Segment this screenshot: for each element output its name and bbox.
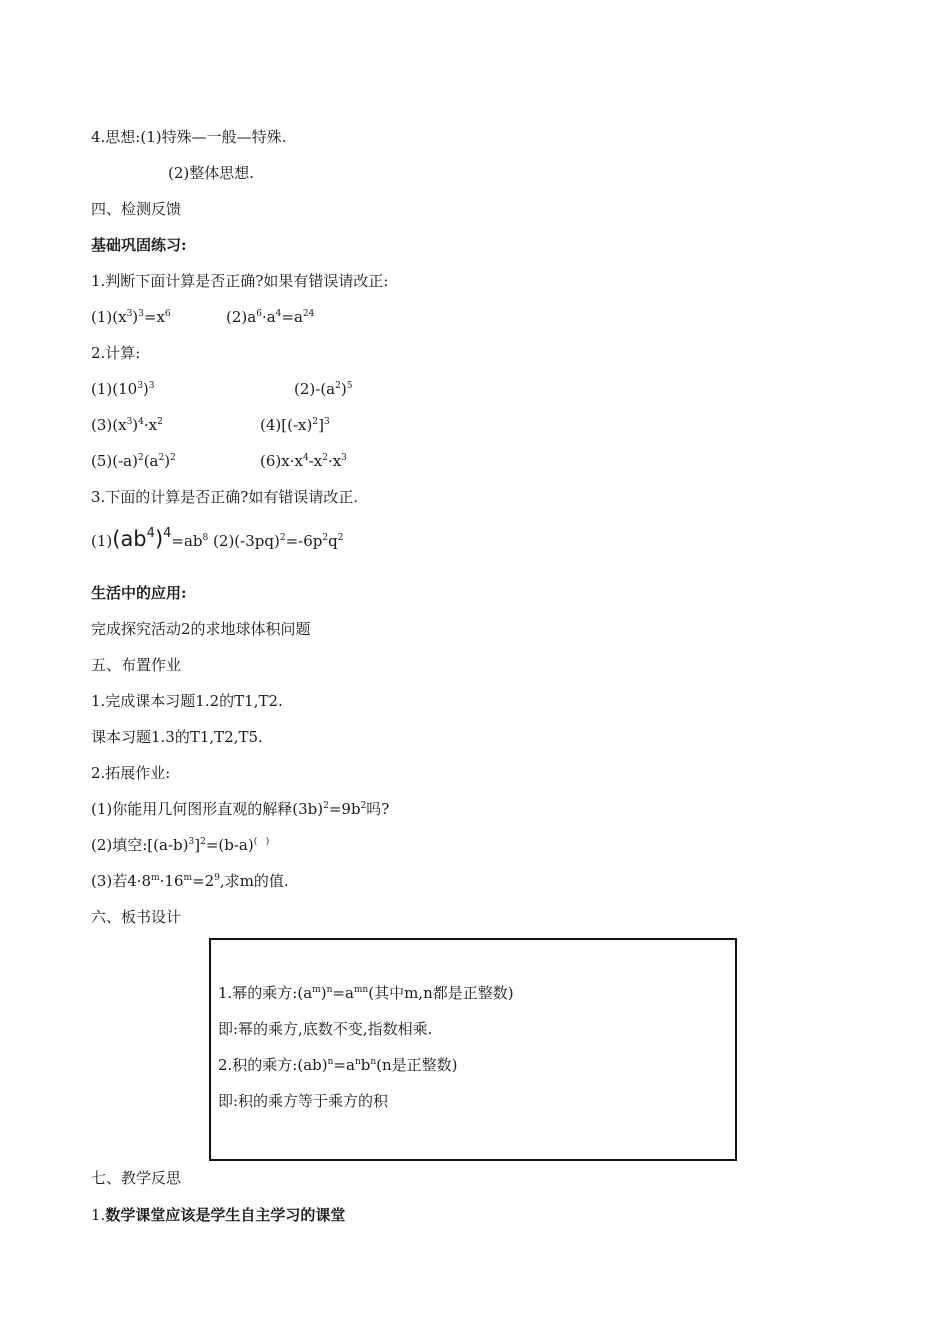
question-2: 2.计算:: [91, 344, 141, 362]
section-7-heading: 七、教学反思: [91, 1169, 182, 1187]
board-line-3: 2.积的乘方$:(ab)^n=a^nb^n(n$是正整数): [218, 1056, 458, 1074]
thought-line-1: 4.思想:(1)特殊—一般—特殊.: [91, 128, 287, 146]
extension-2: (2)填空$:[(a-b)^3]^2=(b-a)^{( )}$: [91, 836, 270, 854]
extension-1: (1)你能用几何图形直观的解释$(3b)^2=9b^2$吗?: [91, 800, 390, 818]
application-text: 完成探究活动2的求地球体积问题: [91, 620, 311, 638]
homework-1b: 课本习题1.3的T1,T2,T5.: [91, 728, 263, 746]
calc-item-1: $(1)(10^3)^3$: [91, 380, 155, 398]
calc-item-2: $(2)-(a^2)^5$: [294, 380, 353, 398]
application-heading: 生活中的应用:: [91, 584, 187, 602]
thought-line-2: (2)整体思想.: [168, 164, 255, 182]
q1-item-2: $(2)a^6\cdot a^4=a^{24}$: [226, 308, 315, 326]
calc-item-5: $(5)(-a)^2(a^2)^2$: [91, 452, 176, 470]
homework-1: 1.完成课本习题1.2的T1,T2.: [91, 692, 283, 710]
question-3: 3.下面的计算是否正确?如有错误请改正.: [91, 488, 359, 506]
homework-2: 2.拓展作业:: [91, 764, 171, 782]
board-line-2: 即:幂的乘方,底数不变,指数相乘.: [218, 1020, 433, 1038]
calc-item-3: $(3)(x^3)^4\cdot x^2$: [91, 416, 163, 434]
q1-item-1: $(1)(x^3)^3=x^6$: [91, 308, 171, 326]
board-design-box: [209, 938, 737, 1161]
section-4-heading: 四、检测反馈: [91, 200, 182, 218]
basic-practice-heading: 基础巩固练习:: [91, 236, 187, 254]
board-line-1: 1.幂的乘方$:(a^m)^n=a^{mn}$(其中m,n都是正整数): [218, 984, 514, 1002]
extension-3: (3)若$4\cdot 8^m\cdot 16^m=2^9$,求m的值.: [91, 872, 289, 890]
calc-item-6: $(6)x\cdot x^4-x^2\cdot x^3$: [260, 452, 347, 470]
board-line-4: 即:积的乘方等于乘方的积: [218, 1092, 389, 1110]
calc-item-4: $(4)[(-x)^2]^3$: [260, 416, 330, 434]
section-5-heading: 五、布置作业: [91, 656, 182, 674]
section-6-heading: 六、板书设计: [91, 908, 182, 926]
reflection-1: 1.数学课堂应该是学生自主学习的课堂: [91, 1206, 346, 1224]
q3-items: $(1)(ab^4)^4=ab^8$ $(2)(-3pq)^2=-6p^2q^2$: [91, 526, 344, 551]
question-1: 1.判断下面计算是否正确?如果有错误请改正:: [91, 272, 389, 290]
